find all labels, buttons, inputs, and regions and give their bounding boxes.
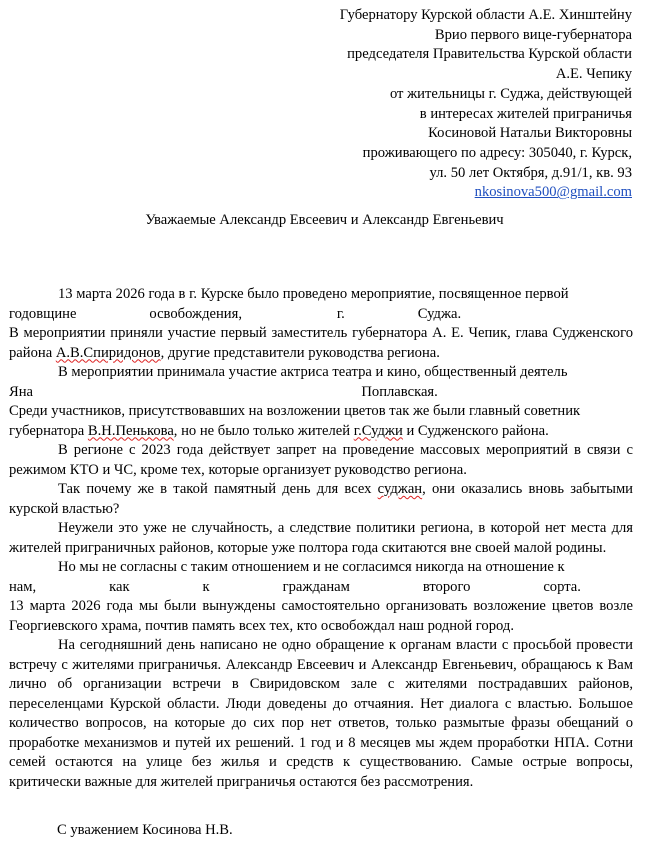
letter-body [9,285,633,792]
header-line: проживающего по адресу: 305040, г. Курск, [362,144,632,161]
header-line: А.Е. Чепику [555,66,632,83]
paragraph-text: , другие представители руководства региона. [160,344,440,361]
paragraph-line: нам, как к гражданам второго сорта. [9,578,581,595]
header-line: Косиновой Натальи Викторовны [428,125,632,142]
paragraph-line [9,422,633,442]
header-line: Врио первого вице-губернатора [434,26,632,43]
paragraph-line: Среди участников, присутствовавших на возложении цветов так же были главный советник [9,403,581,419]
paragraph-text: , но не было только жителей [173,422,354,439]
header-line: ул. 50 лет Октября, д.91/1, кв. 93 [429,164,632,181]
paragraph-text: и Судженского района. [402,422,549,439]
paragraph-text: В мероприятии приняли участие первый заместитель губернатора А. Е. Чепик, глава Судженского района [9,325,633,361]
paragraph-text: Так почему же в такой памятный день для всех [58,481,378,497]
paragraph [9,324,633,363]
town-sudzha: г.Суджи [353,422,403,439]
paragraph-line: Яна Поплавская. [9,383,438,400]
paragraph-text: , они оказались вновь забытыми курской властью? [9,481,633,517]
header-line: в интересах жителей приграничья [419,105,632,122]
paragraph: В регионе с 2023 года действует запрет на проведение массовых мероприятий в связи с режимом КТО и ЧС, кроме тех, которые организует руководство региона. [9,442,633,478]
paragraph: На сегодняшний день написано не одно обращение к органам власти с просьбой провести встречу с жителями приграничья. Александр Евсеевич и Александр Евгеньевич, обращаюсь к Вам лично об организации встречи в Свиридовском зале с жителями пострадавших районов, переселенцами Курской области. Люди доведены до отчаяния. Нет диалога с властью. Большое количество вопросов, на которые до сих пор нет ответов, только размытые фразы обещаний о проработке механизмов и путей их решений. 1 год и 8 месяцев мы ждем проработки НПА. Сотни семей остаются на улице без жилья и средств к существованию. Самые острые вопросы, критически важные для жителей приграничья остаются без рассмотрения. [9,637,633,790]
paragraph-text: губернатора [9,422,88,439]
paragraph-line: годовщине освобождения, г. Суджа. [9,305,462,322]
paragraph: 13 марта 2026 года мы были вынуждены самостоятельно организовать возложение цветов возле Георгиевского храма, почтив память всех тех, кто освобождал наш родной город. [9,598,633,634]
paragraph-line: Но мы не согласны с таким отношением и не согласимся никогда на отношение к [58,559,565,575]
signature: С уважением Косинова Н.В. [57,822,233,838]
paragraph [9,480,633,519]
word-sudzhan: суджан [377,481,423,497]
paragraph-line: 13 марта 2026 года в г. Курске было проведено мероприятие, посвященное первой [58,286,569,302]
email-link[interactable]: nkosinova500@gmail.com [474,184,632,201]
paragraph: Неужели это уже не случайность, а следствие политики региона, в которой нет места для жителей приграничных районов, которые уже полтора года скитаются вне своей малой родины. [9,520,633,556]
salutation: Уважаемые Александр Евсеевич и Александр Евгеньевич [145,212,504,228]
header-line: от жительницы г. Суджа, действующей [389,85,632,102]
paragraph-line: В мероприятии принимала участие актриса театра и кино, общественный деятель [58,364,568,380]
addressee-block [232,6,632,203]
header-line: Губернатору Курской области А.Е. Хинштейну [339,7,632,23]
name-penkova: В.Н.Пенькова [87,422,174,439]
name-spiridonov: А.В.Спиридонов [55,344,161,361]
header-line: председателя Правительства Курской области [347,46,632,63]
